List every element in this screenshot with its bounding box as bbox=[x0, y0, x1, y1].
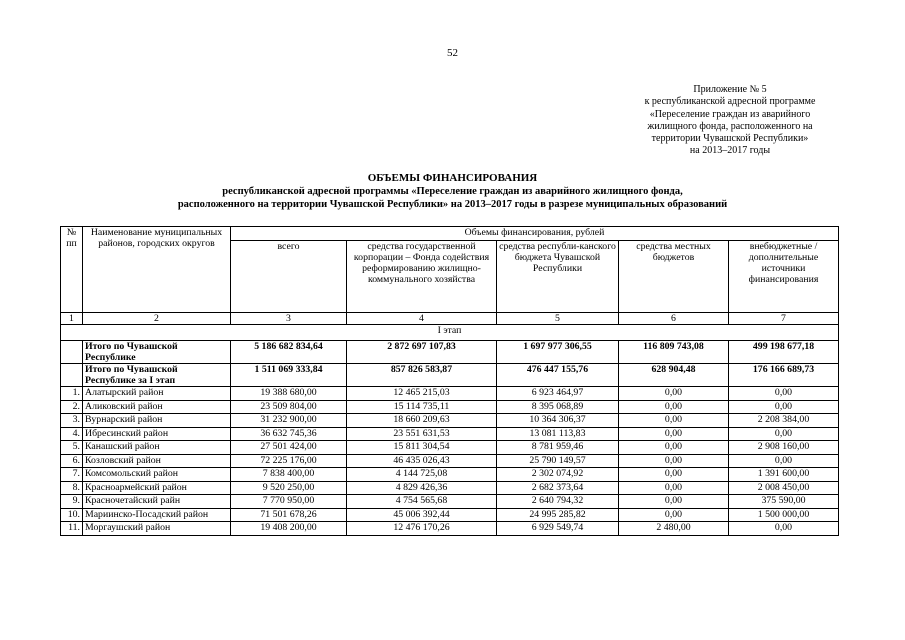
cell-republic: 476 447 155,76 bbox=[497, 364, 619, 387]
cell-fund: 2 872 697 107,83 bbox=[347, 341, 497, 364]
cell-republic: 13 081 113,83 bbox=[497, 427, 619, 441]
column-number: 6 bbox=[619, 313, 729, 325]
cell-fund: 45 006 392,44 bbox=[347, 508, 497, 522]
cell-local: 0,00 bbox=[619, 441, 729, 455]
table-row bbox=[61, 441, 839, 455]
row-name: Красноармейский район bbox=[83, 481, 231, 495]
table-row bbox=[61, 522, 839, 536]
cell-extra: 0,00 bbox=[729, 454, 839, 468]
cell-local: 0,00 bbox=[619, 387, 729, 401]
row-name: Вурнарский район bbox=[83, 414, 231, 428]
cell-fund: 18 660 209,63 bbox=[347, 414, 497, 428]
row-name: Красночетайский райн bbox=[83, 495, 231, 509]
cell-local: 628 904,48 bbox=[619, 364, 729, 387]
cell-local: 0,00 bbox=[619, 454, 729, 468]
cell-total: 5 186 682 834,64 bbox=[231, 341, 347, 364]
row-name: Мариинско-Посадский район bbox=[83, 508, 231, 522]
cell-total: 72 225 176,00 bbox=[231, 454, 347, 468]
table-row bbox=[61, 468, 839, 482]
header-group: Объемы финансирования, рублей bbox=[231, 227, 839, 241]
row-number: 10. bbox=[61, 508, 83, 522]
cell-republic: 24 995 285,82 bbox=[497, 508, 619, 522]
cell-total: 36 632 745,36 bbox=[231, 427, 347, 441]
cell-fund: 12 465 215,03 bbox=[347, 387, 497, 401]
cell-total: 9 520 250,00 bbox=[231, 481, 347, 495]
cell-total: 31 232 900,00 bbox=[231, 414, 347, 428]
header-number: № пп bbox=[61, 227, 83, 313]
document-subtitle: расположенного на территории Чувашской Республики» на 2013–2017 годы в разрезе муниципальных образований bbox=[177, 199, 728, 210]
cell-extra: 1 500 000,00 bbox=[729, 508, 839, 522]
row-number bbox=[61, 364, 83, 387]
cell-fund: 4 144 725,08 bbox=[347, 468, 497, 482]
row-number: 2. bbox=[61, 400, 83, 414]
table-row bbox=[61, 341, 839, 364]
appendix-line: Приложение № 5 bbox=[693, 84, 767, 95]
row-number: 11. bbox=[61, 522, 83, 536]
appendix-line: к республиканской адресной программе bbox=[644, 96, 816, 108]
row-number: 3. bbox=[61, 414, 83, 428]
table-row bbox=[61, 508, 839, 522]
cell-fund: 23 551 631,53 bbox=[347, 427, 497, 441]
cell-fund: 15 114 735,11 bbox=[347, 400, 497, 414]
header-fund: средства государственной корпорации – Фонда содействия реформированию жилищно-коммунального хозяйства bbox=[347, 241, 497, 313]
row-name: Ибресинский район bbox=[83, 427, 231, 441]
cell-republic: 2 640 794,32 bbox=[497, 495, 619, 509]
table-row bbox=[61, 481, 839, 495]
header-total: всего bbox=[231, 241, 347, 313]
row-number bbox=[61, 341, 83, 364]
row-name: Козловский район bbox=[83, 454, 231, 468]
row-number: 9. bbox=[61, 495, 83, 509]
cell-extra: 176 166 689,73 bbox=[729, 364, 839, 387]
cell-local: 0,00 bbox=[619, 414, 729, 428]
financing-table bbox=[60, 226, 839, 536]
row-name: Канашский район bbox=[83, 441, 231, 455]
cell-republic: 8 395 068,89 bbox=[497, 400, 619, 414]
table-row bbox=[61, 414, 839, 428]
cell-fund: 857 826 583,87 bbox=[347, 364, 497, 387]
appendix-line: на 2013–2017 годы bbox=[689, 145, 771, 157]
row-number: 8. bbox=[61, 481, 83, 495]
cell-republic: 2 302 074,92 bbox=[497, 468, 619, 482]
cell-fund: 4 829 426,36 bbox=[347, 481, 497, 495]
table-row bbox=[61, 427, 839, 441]
row-name: Аликовский район bbox=[83, 400, 231, 414]
cell-extra: 0,00 bbox=[729, 400, 839, 414]
row-number: 5. bbox=[61, 441, 83, 455]
column-number: 3 bbox=[231, 313, 347, 325]
cell-fund: 12 476 170,26 bbox=[347, 522, 497, 536]
column-number: 7 bbox=[729, 313, 839, 325]
column-number: 4 bbox=[347, 313, 497, 325]
appendix-line: территории Чувашской Республики» bbox=[651, 133, 809, 145]
cell-local: 0,00 bbox=[619, 427, 729, 441]
cell-total: 71 501 678,26 bbox=[231, 508, 347, 522]
row-name: Итого по Чувашской Республике за I этап bbox=[83, 364, 231, 387]
cell-extra: 2 208 384,00 bbox=[729, 414, 839, 428]
cell-local: 0,00 bbox=[619, 468, 729, 482]
row-number: 7. bbox=[61, 468, 83, 482]
cell-extra: 0,00 bbox=[729, 427, 839, 441]
column-number: 1 bbox=[61, 313, 83, 325]
document-subtitle: республиканской адресной программы «Переселение граждан из аварийного жилищного фонда, bbox=[222, 186, 683, 197]
document-heading bbox=[0, 172, 905, 211]
table-row bbox=[61, 364, 839, 387]
document-title: ОБЪЕМЫ ФИНАНСИРОВАНИЯ bbox=[367, 172, 538, 184]
cell-local: 0,00 bbox=[619, 508, 729, 522]
cell-total: 19 388 680,00 bbox=[231, 387, 347, 401]
page-number: 52 bbox=[447, 47, 458, 59]
cell-extra: 0,00 bbox=[729, 522, 839, 536]
column-number: 2 bbox=[83, 313, 231, 325]
header-extra: внебюджетные / дополнительные источники финансирования bbox=[729, 241, 839, 313]
cell-republic: 6 923 464,97 bbox=[497, 387, 619, 401]
cell-total: 23 509 804,00 bbox=[231, 400, 347, 414]
cell-republic: 6 929 549,74 bbox=[497, 522, 619, 536]
cell-extra: 375 590,00 bbox=[729, 495, 839, 509]
cell-total: 27 501 424,00 bbox=[231, 441, 347, 455]
cell-extra: 2 908 160,00 bbox=[729, 441, 839, 455]
appendix-line: жилищного фонда, расположенного на bbox=[647, 120, 813, 132]
cell-extra: 2 008 450,00 bbox=[729, 481, 839, 495]
cell-republic: 10 364 306,37 bbox=[497, 414, 619, 428]
cell-total: 19 408 200,00 bbox=[231, 522, 347, 536]
appendix-line: «Переселение граждан из аварийного bbox=[649, 108, 811, 120]
row-name: Комсомольский район bbox=[83, 468, 231, 482]
cell-total: 1 511 069 333,84 bbox=[231, 364, 347, 387]
table-row bbox=[61, 387, 839, 401]
cell-republic: 1 697 977 306,55 bbox=[497, 341, 619, 364]
cell-fund: 4 754 565,68 bbox=[347, 495, 497, 509]
row-number: 6. bbox=[61, 454, 83, 468]
cell-republic: 2 682 373,64 bbox=[497, 481, 619, 495]
cell-local: 2 480,00 bbox=[619, 522, 729, 536]
cell-local: 0,00 bbox=[619, 495, 729, 509]
column-number: 5 bbox=[497, 313, 619, 325]
row-name: Моргаушский район bbox=[83, 522, 231, 536]
row-number: 4. bbox=[61, 427, 83, 441]
cell-total: 7 838 400,00 bbox=[231, 468, 347, 482]
cell-extra: 1 391 600,00 bbox=[729, 468, 839, 482]
appendix-note bbox=[610, 84, 850, 158]
row-number: 1. bbox=[61, 387, 83, 401]
cell-extra: 0,00 bbox=[729, 387, 839, 401]
cell-republic: 25 790 149,57 bbox=[497, 454, 619, 468]
row-name: Итого по Чувашской Республике bbox=[83, 341, 231, 364]
table-row bbox=[61, 400, 839, 414]
cell-local: 0,00 bbox=[619, 481, 729, 495]
stage-label: I этап bbox=[61, 325, 839, 341]
cell-total: 7 770 950,00 bbox=[231, 495, 347, 509]
table-row bbox=[61, 495, 839, 509]
table-row bbox=[61, 454, 839, 468]
cell-extra: 499 198 677,18 bbox=[729, 341, 839, 364]
header-local: средства местных бюджетов bbox=[619, 241, 729, 313]
cell-fund: 46 435 026,43 bbox=[347, 454, 497, 468]
cell-local: 116 809 743,08 bbox=[619, 341, 729, 364]
header-republic: средства республи-канского бюджета Чувашской Республики bbox=[497, 241, 619, 313]
cell-local: 0,00 bbox=[619, 400, 729, 414]
header-name: Наименование муниципальных районов, городских округов bbox=[83, 227, 231, 313]
cell-republic: 8 781 959,46 bbox=[497, 441, 619, 455]
cell-fund: 15 811 304,54 bbox=[347, 441, 497, 455]
row-name: Алатырский район bbox=[83, 387, 231, 401]
